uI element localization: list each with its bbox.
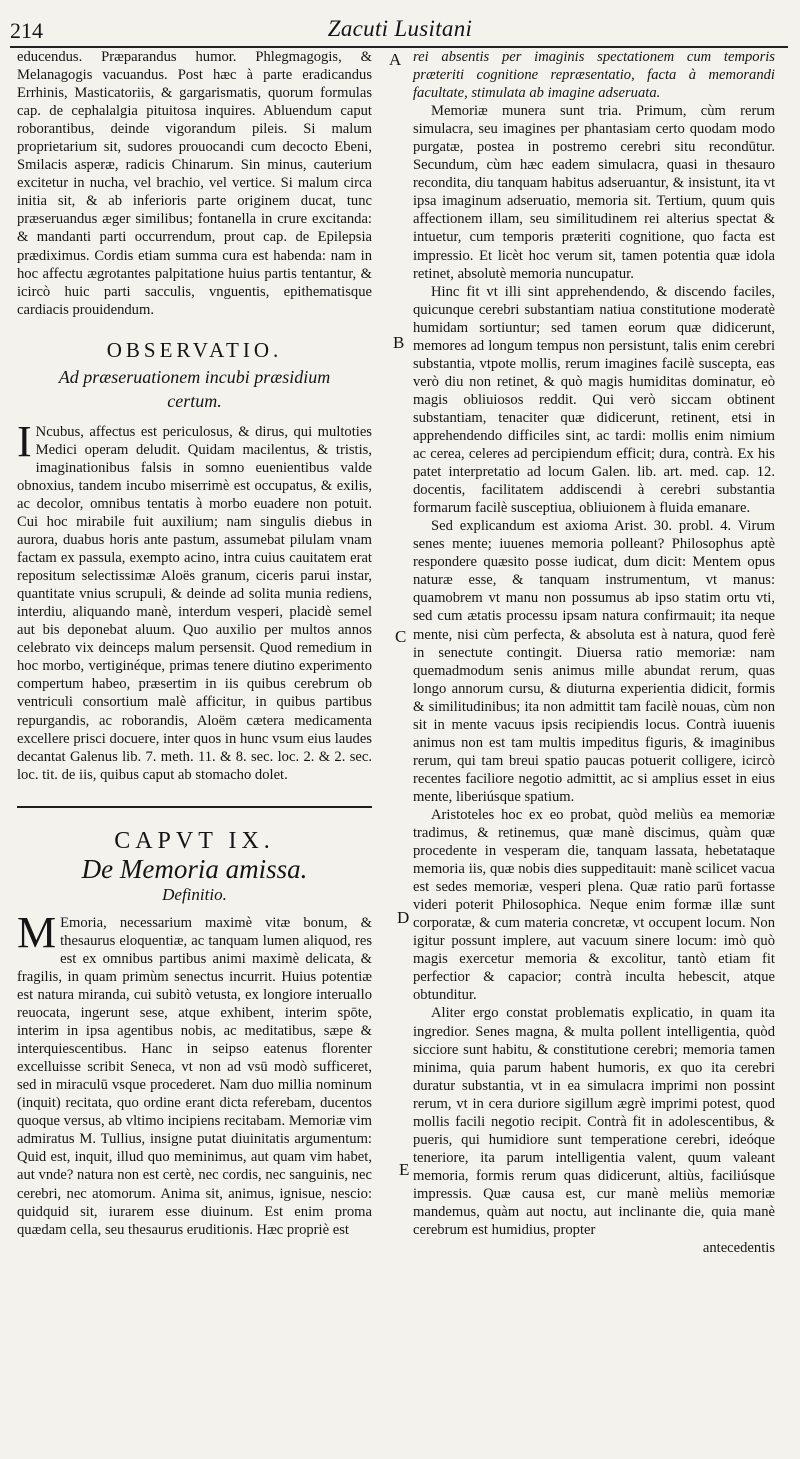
right-paragraph-2: Memoriæ munera sunt tria. Primum, cùm rerum simulacra, seu imagines per phantasiam certo quodam modo purgatæ, postea in postremo cerebri situ recondūtur. Secundum, cùm hæc eadem simulacra, quasi in thesauro recondita, diu tanquam habitus adseruantur, & insistunt, ita vt ipsa imaginum adseruatio, memoria sit. Tertium, quum quis affectionem illam, seu similitudinem rei alterius spectat & intuetur, cum temporis præteriti cognitione, quo facta est impressio. Et licèt hoc verum sit, tamen potentia quæ idola retinet, absolutè memoria nuncupatur. [413,103,775,282]
margin-letter-b: B [393,333,405,352]
margin-letter-a: A [389,50,402,69]
right-paragraph-5: Aristoteles hoc ex eo probat, quòd meliùs ea memoriæ tradimus, & retinemus, quæ manè discimus, quàm quæ procedente in vesperam die, tanquam lassata, hebetataque memoria iis, quæ nobis dies suppeditauit: manè scilicet vacua est sedes memoriæ, vesperi plena. Quæ ratio parū fortasse videri poterit Philosophica. Neque enim formæ illæ sunt corporatæ, & cum materia concretæ, vt occupent locum. Non igitur possunt implere, aut vacuum sinere locum: imò quò magis exercetur memoria & excolitur, tantò etiam fit perfectior & capacior; contrà inculta hebescit, atque obtunditur. [413,806,775,1004]
chapter-heading: CAPVT IX. [114,827,275,854]
chapter-subtitle: De Memoria amissa. [81,853,308,884]
left-paragraph-incubus: INcubus, affectus est periculosus, & dirus, qui multoties Medici operam deludit. Quidam macilentus, & tristis, imaginationibus falsis in somno euenientibus valde obnoxius, tandem incubo miserrimè est occupatus, & exilis, ac decolor, omnibus tentatis à morbo euadere non potuit. Cui hoc mirabile fuit auxilium; nam singulis diebus in aurora, duabus horis ante pastum, assumebat pilulam vnam factam ex passula, exempto acino, intra cuius cauitatem erat repositum selectissimæ Aloës granum, ciceris parui instar, quantitate vnius scrupuli, & deinde ad solita munia rediens, interdiu, aliquando manè, interdum vesperi, placidè semel aut bis deponebat aluum. Quo auxilio per multos annos celebrato vix deinceps malum persensit. Quod remedium in hoc morbo, vertiginéque, primas tenere diutino experimento compertum habeo, præsertim in iis quibus cerebrum ob ventriculi consortium malè afficitur, in quibus partibus repurgandis, ac roborandis, Aloëm cætera medicamenta excellere prisci docuere, inter quos in hunc vsum eius laudes decantat Galenus lib. 7. meth. 11. & 8. sec. loc. 2. & 2. sec. loc. tit. de iis, quibus caput ab stomacho dolet. [17,416,372,783]
right-paragraph-6: Aliter ergo constat problematis explicatio, in quam ita ingredior. Senes magna, & multa pollent intelligentia, quòd sicciore sunt habitu, & constitutione cerebri; memoria tamen minima, quia parum habent humoris, ex quo ita cerebri duratur substantia, vt in ea simulacra imprimi non possint rerum, vt in cera duriore sigillum ægrè imprimi potest, quod mollis facili negotio recipit. Contrà fit in adolescentibus, & pueris, qui humidiore sunt temperatione cerebri, ideóque teneriore, ita parum intelligentia valent, quum valeant memoria, formis rerum quas didicerunt, altiùs, faciliúsque impressis. Quæ causa est, cur manè meliùs memoriæ mandemus, quàm aut noctu, aut inclinante die, quia manè cerebrum est humidius, propter [413,1005,775,1239]
right-paragraph-3: Hinc fit vt illi sint apprehendendo, & discendo faciles, quicunque cerebri substantiam natiua constitutione moderatè humidam sortiuntur; sed tamen eorum quæ didicerunt, memores ad longum tempus non persistunt, talis enim cerebri substantia, vtpote mollis, rerum imagines facilè suscepta, eas verò diu non retinet, & quò magis humiditas dominatur, eò magis obliuiosos reddit. Qui verò siccam obtinent substantiam, tenaciter quæ didicerunt, retinent, etsi in apprehendendo difficiles sint, ac tardi: mollis enim nimium ac cerea, celeres ad percipiendum efficit; dura, contrà. Ex his patet interpretatio ad locum Galen. lib. art. med. cap. 12. docentis, facilitatem addiscendi à cerebri substantia formarum facilè susceptiua, obliuionem à fluida emanare. [413,283,775,517]
catchword: antecedentis [702,1240,775,1257]
margin-letter-c: C [395,627,407,646]
left-column [17,48,372,1239]
right-paragraph-1: rei absentis per imaginis spectationem cum temporis præteriti cognitione repræsentatio, facta à memorandi facultate, stimulata ab imagine adseruata. [413,49,775,102]
left-paragraph-memoria: MEmoria, necessarium maximè vitæ bonum, & thesaurus eloquentiæ, ac tanquam lumen aliquod, res est ex omnibus partibus animi maximè delicata, & fragilis, in quam primùm senectus incurrit. Huius potentiæ est natura miranda, cui subitò vetusta, ex longiore interuallo reuocata, ingerunt sese, atque exhibent, interim spōte, interim in ipsa agentibus nobis, ac meditatibus, sæpe & interquiescentibus. Hanc in seipso eatenus florenter excelluisse scribit Seneca, vt non ad vsū modò sufficeret, sed in miraculū vsque procederet. Nam duo millia nominum (inquit) recitata, quo ordine erant dicta referebam, ducentos quoque versus, ab vltimo incipiens recitabam. Memoriæ vim admiratus M. Tullius, insigne putat diuinitatis argumentum: Quid est, inquit, illud quo meminimus, aut quam vim habet, aut vnde? natura non est certè, nec cordis, nec sanguinis, nec cerebri, nec atomorum. Anima sit, animus, ignisue, nescio: quidquid sit, iurarem esse diuinum. Est enim proma quædam cella, seu thesaurus eruditionis. Hæc propriè est [17,907,372,1238]
right-column [413,48,775,1257]
page-number: 214 [10,18,43,43]
observatio-heading: OBSERVATIO. [106,337,283,362]
observatio-subtitle: Ad præseruationem incubi præsidium certum. [58,366,331,411]
chapter-rule [17,806,372,808]
left-paragraph-1: educendus. Præparandus humor. Phlegmagogis, & Melanagogis vacuandus. Post hæc à parte eradicandus Errhinis, Masticatoriis, & gargarismatis, quorum formulas cap. de cephalalgia pituitosa inquires. Abluendum caput roborantibus, deinde vigorandum pileis. Si malum proprietarium sit, sudores prouocandi cum decocto Ebeni, Smilacis asperæ, radicis Chinarum. Sin minus, cauterium excitetur in nucha, vel brachio, vel vertice. Si malum circa initia sit, & ab inferioris parte originem ducat, tunc præseruandus æger similibus; fontanella in crure excitanda: & mandanti parti occurrendum, prout cap. de Epilepsia prædiximus. Cordis etiam summa cura est habenda: nam in hoc affectu ægrotantes palpitatione huius partis tentantur, & icircò huic parti sacculis, vnguentis, epithematisque cardiacis prouidendum. [17,49,372,318]
running-title: Zacuti Lusitani [327,16,473,41]
margin-letter-e: E [399,1160,410,1179]
definitio-heading: Definitio. [162,884,227,904]
margin-letter-d: D [397,908,410,927]
right-paragraph-4: Sed explicandum est axioma Arist. 30. probl. 4. Virum senes mente; iuuenes memoria polleant? Philosophus aptè respondere quæsito posse iudicat, dum dicit: Mentem opus naturæ esse, & tanquam instrumentum, vt manus: quamobrem vt manu non possumus ab ipso statim ortu vti, sed cum ætatis processu ipsam natura confirmauit; ita neque mente, nisi cùm perfecta, & absoluta est à natura, quod ferè in senectute contingit. Diuersa ratio memoriæ: nam quemadmodum senis animus mille abundat rerum, quas longo annorum cursu, & diuturna experientia didicit, formis & similitudinibus; ita non admittit tam facilè nouas, cùm non sit in mente vacuus ipsis recipiendis locus. Contrà iuuenis animus non est tam multis impeditus figuris, & imaginibus rerum, qui tam breui spatio paucas potuerit colligere, icircò recentes faciliore negotio admittit, ac si amplius esset in eius mente, liberiúsque spatium. [413,518,775,805]
